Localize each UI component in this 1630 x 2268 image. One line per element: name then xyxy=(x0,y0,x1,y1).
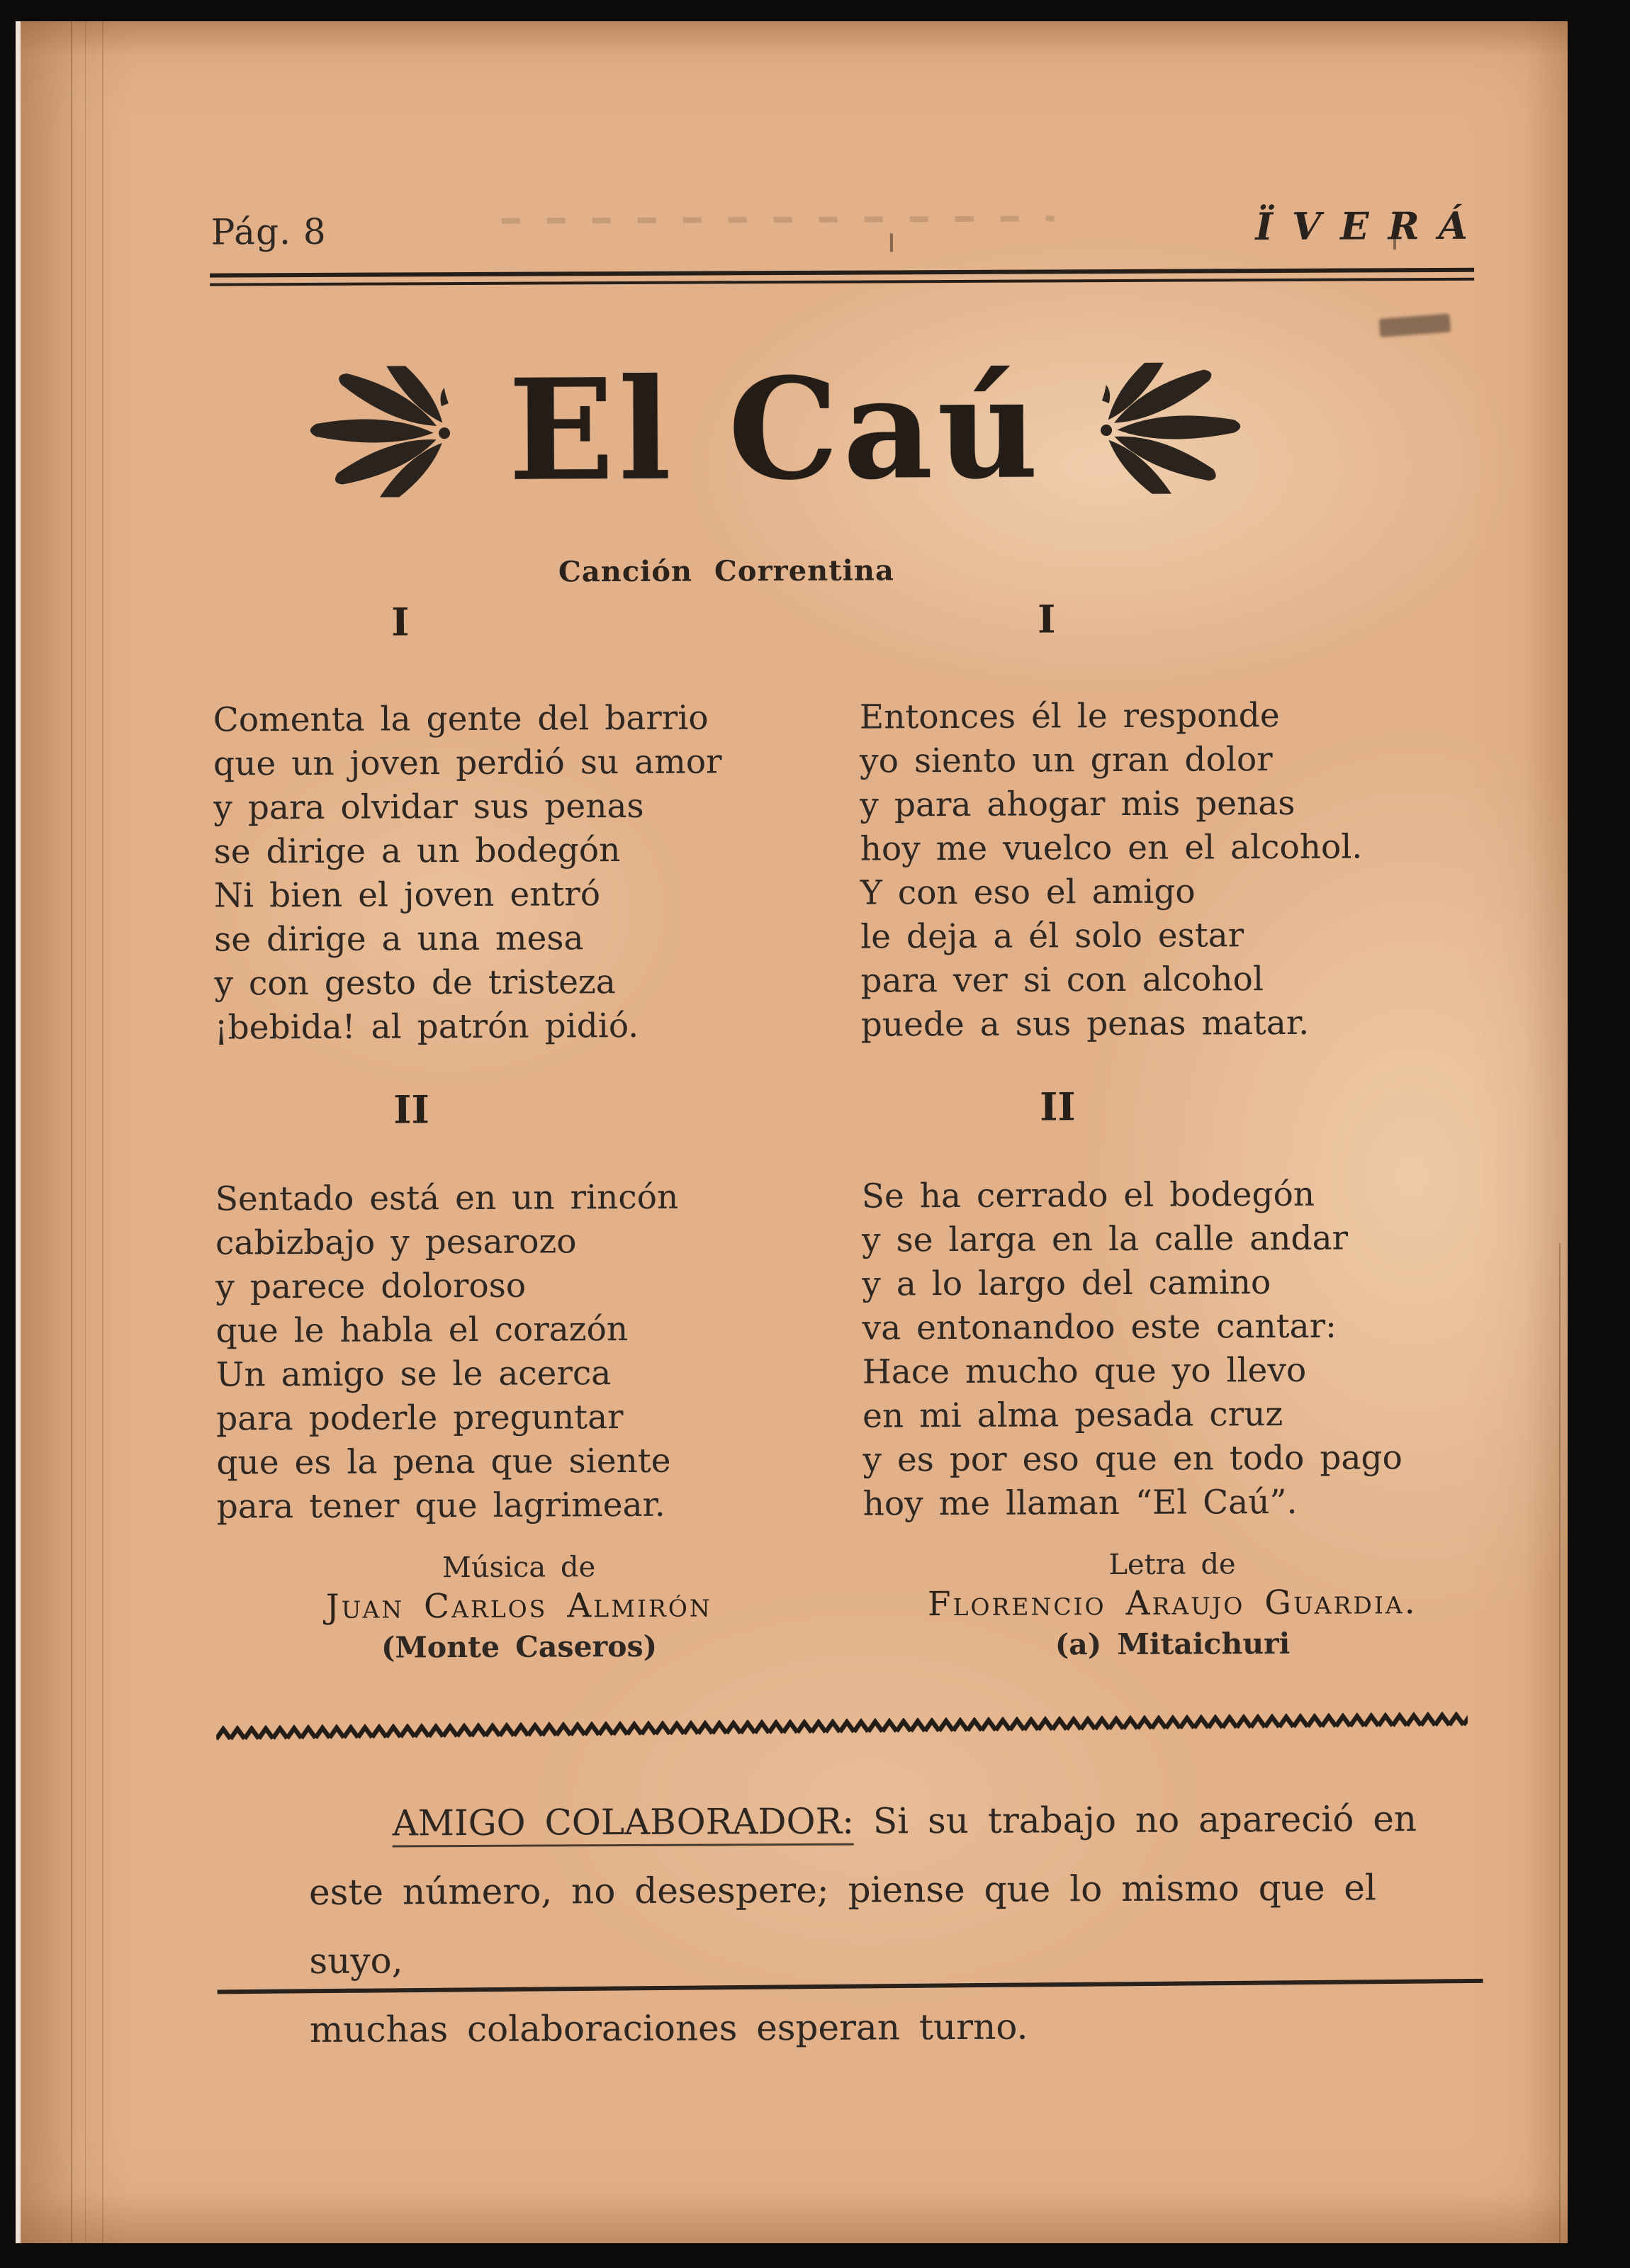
verse-line: Un amigo se le acerca xyxy=(215,1354,612,1395)
verse-column-left xyxy=(213,601,821,1668)
verse-line: Ni bien el joven entró xyxy=(213,875,601,916)
notice-line: muchas colaboraciones esperan turno. xyxy=(309,2006,1028,2050)
stanza-numeral: I xyxy=(391,599,410,645)
verse-columns xyxy=(213,598,1482,1668)
masthead-title: ÏVERÁ xyxy=(1255,203,1487,249)
verse-line: Entonces él le responde xyxy=(859,695,1280,737)
title-row xyxy=(13,347,1538,512)
verse-line: y es por eso que en todo pago xyxy=(862,1438,1403,1480)
credit-name: Juan Carlos Almirón xyxy=(325,1585,712,1627)
stanza xyxy=(215,1175,821,1529)
credit-intro: Música de xyxy=(442,1551,596,1585)
notice-line: este número, no desespere; piense que lo mismo que el suyo, xyxy=(308,1867,1377,1982)
page-content xyxy=(12,18,1574,2247)
stanza-numeral: II xyxy=(1040,1084,1076,1130)
verse-line: cabizbajo y pesarozo xyxy=(215,1222,577,1263)
notice-label: AMIGO COLABORADOR: xyxy=(392,1801,854,1848)
notice-line xyxy=(392,1785,1456,1858)
ink-smudge xyxy=(1379,313,1451,337)
verse-line: para poderle preguntar xyxy=(216,1398,624,1439)
stanza xyxy=(862,1172,1481,1527)
verse-line: y a lo largo del camino xyxy=(862,1263,1271,1304)
credit-name: Florencio Araujo Guardia. xyxy=(927,1583,1417,1624)
verse-line: y parece doloroso xyxy=(215,1266,527,1307)
verse-line: le deja a él solo estar xyxy=(860,916,1244,957)
verse-line: que le habla el corazón xyxy=(215,1310,629,1351)
scanned-page xyxy=(16,21,1568,2243)
verse-line: para tener que lagrimear. xyxy=(216,1485,665,1527)
page-header xyxy=(210,203,1487,254)
stanza-numeral: I xyxy=(1038,596,1056,642)
verse-line: se dirige a una mesa xyxy=(214,919,584,960)
stanza xyxy=(860,693,1479,1048)
header-double-rule xyxy=(210,268,1474,286)
verse-line: Hace mucho que yo llevo xyxy=(862,1350,1307,1392)
verse-line: Sentado está en un rincón xyxy=(215,1177,679,1219)
verse-line: y para olvidar sus penas xyxy=(213,786,644,828)
verse-line: y se larga en la calle andar xyxy=(861,1218,1349,1260)
verse-line: en mi alma pesada cruz xyxy=(862,1394,1283,1436)
verse-line: hoy me llaman “El Caú”. xyxy=(862,1482,1298,1524)
credit-note: (a) Mitaichuri xyxy=(1055,1626,1291,1662)
music-credit xyxy=(217,1548,821,1668)
collaborator-notice xyxy=(308,1785,1458,2065)
notice-text: Si su trabajo no apareció en xyxy=(853,1798,1417,1842)
verse-line: puede a sus penas matar. xyxy=(860,1003,1310,1045)
lyrics-credit xyxy=(863,1545,1482,1666)
verse-line: Se ha cerrado el bodegón xyxy=(861,1174,1315,1216)
verse-line: que es la pena que siente xyxy=(216,1441,671,1483)
article-title: El Caú xyxy=(507,347,1043,512)
verse-line: yo siento un gran dolor xyxy=(859,740,1273,781)
verse-line: hoy me vuelco en el alcohol. xyxy=(860,827,1363,869)
article-subtitle: Canción Correntina xyxy=(558,554,894,589)
verse-line: va entonandoo este cantar: xyxy=(862,1306,1337,1348)
verse-line: que un joven perdió su amor xyxy=(213,742,722,784)
credit-note: (Monte Caseros) xyxy=(381,1629,658,1665)
floral-spray-ornament-left xyxy=(235,365,470,497)
page-number: Pág. 8 xyxy=(210,210,327,253)
verse-line: ¡bebida! al patrón pidió. xyxy=(214,1006,639,1048)
verse-line: Comenta la gente del barrio xyxy=(213,698,709,740)
zigzag-divider xyxy=(216,1712,1468,1744)
verse-line: Y con eso el amigo xyxy=(860,872,1196,913)
verse-line: y con gesto de tristeza xyxy=(214,962,616,1004)
verse-column-right xyxy=(859,598,1482,1666)
stanza-numeral: II xyxy=(393,1087,429,1133)
verse-line: para ver si con alcohol xyxy=(860,960,1264,1001)
verse-line: se dirige a un bodegón xyxy=(213,831,621,872)
credit-intro: Letra de xyxy=(1108,1548,1236,1582)
stanza xyxy=(213,696,819,1050)
verse-line: y para ahogar mis penas xyxy=(860,783,1295,825)
floral-spray-ornament-right xyxy=(1081,361,1315,493)
